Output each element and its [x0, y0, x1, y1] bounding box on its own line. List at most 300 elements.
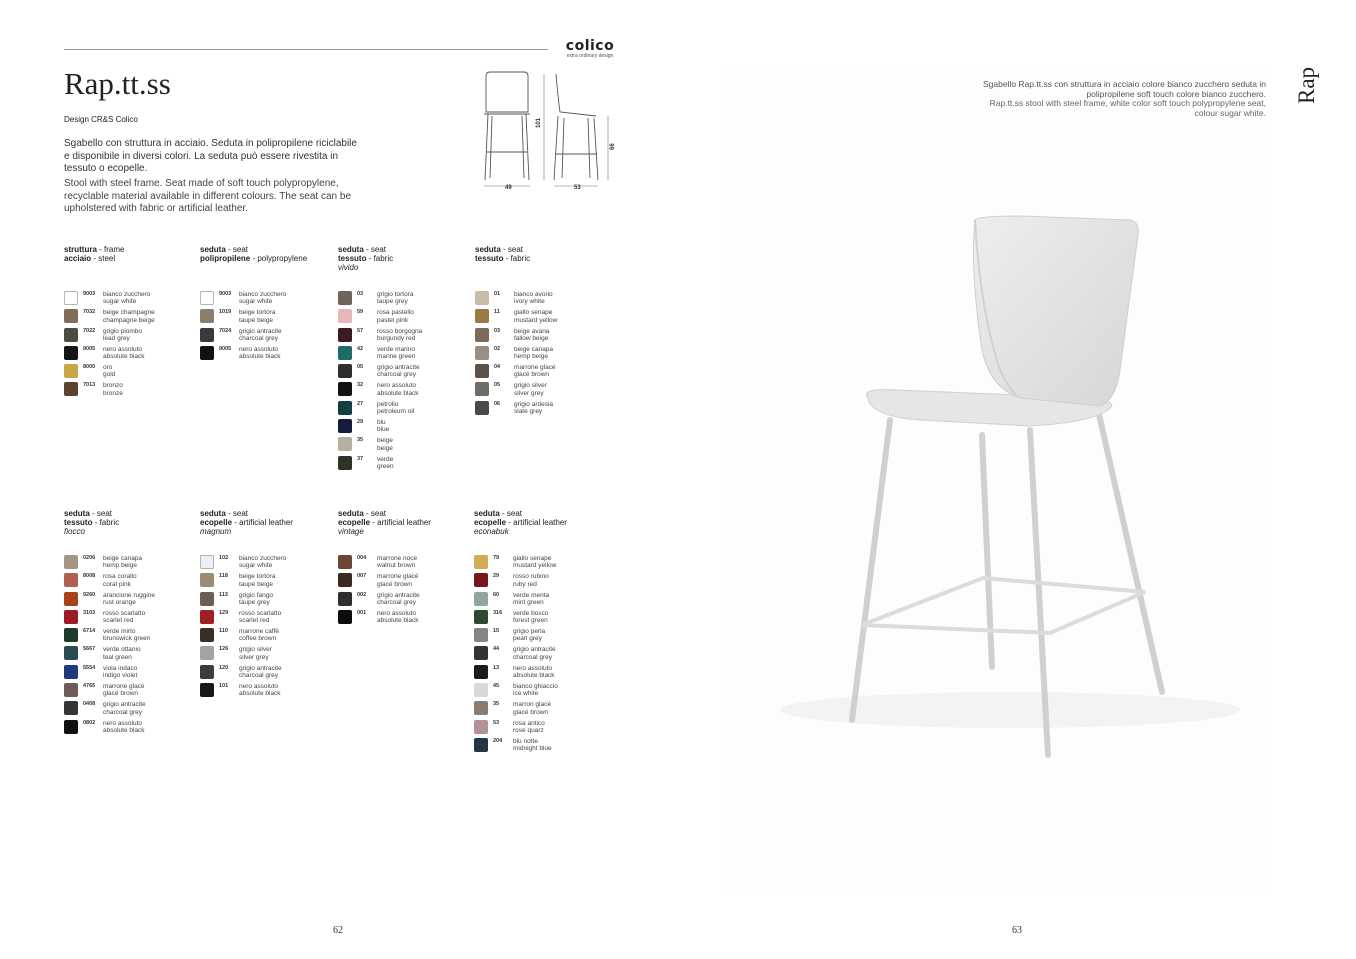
swatch-code: 60: [493, 591, 500, 598]
swatch-code: 53: [493, 719, 500, 726]
swatch-name: [377, 364, 420, 379]
color-chip: [338, 419, 352, 433]
swatch-name-it: grigio antracite: [513, 646, 556, 654]
swatch-code: 007: [357, 573, 367, 580]
swatch-name-en: charcoal grey: [513, 653, 553, 661]
swatch-name: [513, 683, 558, 698]
swatch-name-it: nero assoluto: [377, 382, 417, 390]
swatch-name: [239, 628, 279, 643]
group-material: acciaio: [64, 254, 92, 263]
swatch-code: 118: [219, 573, 228, 580]
group-material-en: - steel: [91, 254, 116, 263]
swatch-code: 101: [219, 683, 229, 690]
swatch-name-en: coffee brown: [239, 635, 277, 643]
swatch-name: [103, 592, 155, 607]
swatch-code: 126: [219, 646, 229, 653]
color-chip: [200, 291, 214, 305]
swatch-name-en: ivory white: [514, 298, 545, 306]
swatch-name: [239, 573, 276, 588]
swatch-name: [239, 291, 286, 306]
swatch-code: 32: [357, 382, 364, 389]
swatch-code: 7024: [219, 327, 232, 334]
swatch-code: 37: [357, 455, 364, 462]
swatch-name-it: bianco zucchero: [103, 291, 151, 298]
swatch-name-en: bronze: [103, 389, 123, 397]
swatch-code: 57: [357, 327, 364, 334]
swatch-name-it: grigio antracite: [103, 701, 146, 709]
swatch-name: [377, 555, 417, 570]
group-heading: [200, 245, 335, 263]
swatch-name: [513, 610, 548, 625]
color-chip: [474, 610, 488, 624]
swatch-code: 4765: [83, 683, 96, 690]
color-chip: [200, 309, 214, 323]
swatch-name-en: glacé brown: [377, 580, 413, 588]
color-chip: [200, 346, 214, 360]
swatch-name: [239, 610, 281, 625]
swatch-code: 35: [357, 437, 364, 444]
swatch-code: 0408: [83, 701, 96, 708]
swatch-name-it: grigio antracite: [239, 664, 282, 672]
swatch-name-it: bronzo: [103, 382, 123, 390]
group-material-en: - artificial leather: [370, 518, 431, 527]
color-chip: [200, 665, 214, 679]
finish-group: [475, 245, 610, 416]
swatch-name-en: absolute black: [103, 353, 145, 361]
swatch-name-en: charcoal grey: [103, 708, 143, 716]
color-chip: [64, 683, 78, 697]
brand-logo: [560, 39, 620, 59]
swatch-name-en: mustard yellow: [513, 562, 557, 570]
color-chip: [64, 555, 78, 569]
swatch-code: 35: [493, 701, 500, 708]
swatch-name: [103, 382, 123, 397]
swatch-name-en: scarlet red: [103, 617, 134, 625]
dimension-width: 49: [505, 185, 512, 191]
color-chip: [338, 592, 352, 606]
color-chip: [338, 456, 352, 470]
color-chip: [475, 291, 489, 305]
swatch-name-en: absolute black: [239, 353, 281, 361]
swatch-name-it: bianco avorio: [514, 291, 553, 298]
swatch-name: [377, 382, 419, 397]
color-chip: [475, 309, 489, 323]
product-photo: [720, 70, 1265, 895]
swatch-name-it: nero assoluto: [513, 664, 553, 672]
swatch-name: [513, 665, 555, 680]
group-part-en: - seat: [225, 509, 249, 518]
swatch-code: 129: [219, 609, 229, 616]
group-collection: magnum: [200, 527, 232, 536]
color-chip: [200, 555, 214, 569]
group-material: tessuto: [475, 254, 504, 263]
swatch-name-it: viola indaco: [103, 664, 138, 672]
color-chip: [474, 720, 488, 734]
swatch-name-it: grigio antracite: [377, 591, 420, 599]
swatch-code: 5667: [83, 646, 96, 653]
swatch-code: 15: [493, 628, 500, 635]
swatch-name-it: oro: [103, 364, 113, 372]
swatch-name-it: marrone glacé: [514, 364, 556, 372]
swatch-name-it: marrone noce: [377, 555, 418, 562]
color-chip: [474, 701, 488, 715]
swatch-code: 06: [494, 400, 501, 407]
swatch-name-en: ruby red: [513, 580, 537, 588]
swatch-code: 29: [493, 573, 500, 580]
swatch-name: [514, 309, 557, 324]
swatch-name: [103, 291, 150, 306]
group-material: ecopelle: [200, 518, 233, 527]
swatch-code: 9005: [83, 345, 96, 352]
swatch-name: [514, 401, 553, 416]
finish-group: [338, 245, 473, 470]
floor-shadow: [780, 692, 1240, 728]
swatch-code: 7022: [83, 327, 96, 334]
color-chip: [64, 573, 78, 587]
group-heading: [64, 509, 199, 536]
swatch-name: [513, 573, 549, 588]
group-heading: [200, 509, 335, 536]
swatch-name-en: mint green: [513, 598, 544, 606]
swatch-name-it: blu notte: [513, 737, 538, 745]
swatch-name-en: beige: [377, 444, 393, 452]
swatch-name: [239, 683, 281, 698]
swatch-name-it: nero assoluto: [103, 345, 143, 353]
swatch-name-it: marrone glacé: [103, 683, 145, 691]
finish-group: [200, 245, 335, 361]
color-chip: [338, 382, 352, 396]
swatch-name-it: grigio antracite: [239, 327, 282, 335]
swatch-name-it: rosso rubino: [513, 573, 549, 581]
swatch-name-it: grigio antracite: [377, 364, 420, 372]
swatch-name-en: blue: [377, 426, 390, 434]
swatch-name: [239, 328, 282, 343]
swatch-name-it: grigio silver: [239, 646, 272, 654]
swatch-name-en: hemp beige: [103, 562, 137, 570]
swatch-name-en: silver grey: [239, 653, 269, 661]
swatch-name-en: marine green: [377, 353, 416, 361]
swatch-name: [513, 701, 551, 716]
swatch-name: [377, 419, 389, 434]
swatch-name-it: grigio silver: [514, 382, 547, 390]
swatch-code: 42: [357, 345, 364, 352]
swatch-code: 110: [219, 628, 228, 635]
swatch-name: [103, 555, 142, 570]
group-material-en: - fabric: [503, 254, 531, 263]
swatch-name: [377, 610, 419, 625]
swatch-name: [513, 720, 545, 735]
color-chip: [200, 628, 214, 642]
group-heading: [338, 509, 473, 536]
color-chip: [64, 701, 78, 715]
group-material: ecopelle: [474, 518, 507, 527]
swatch-name: [103, 665, 137, 680]
swatch-code: 001: [357, 609, 367, 616]
swatch-name-en: petroleum oil: [377, 408, 415, 416]
color-chip: [64, 628, 78, 642]
color-chip: [474, 738, 488, 752]
swatch-name-it: giallo senape: [514, 309, 553, 317]
color-chip: [64, 665, 78, 679]
color-chip: [475, 364, 489, 378]
swatch-name-it: arancione ruggine: [103, 591, 156, 599]
group-material: polipropilene: [200, 254, 251, 263]
swatch-code: 9003: [83, 291, 96, 297]
group-part: seduta: [474, 509, 500, 518]
swatch-name: [239, 646, 272, 661]
swatch-code: 9003: [219, 291, 232, 297]
group-part: seduta: [64, 509, 90, 518]
color-chip: [64, 610, 78, 624]
swatch-name-en: glacé brown: [514, 371, 550, 379]
group-part-en: - seat: [363, 245, 387, 254]
swatch-code: 45: [493, 683, 500, 690]
swatch-name-en: silver grey: [514, 389, 544, 397]
swatch-name-en: pastel pink: [377, 316, 409, 324]
color-chip: [64, 720, 78, 734]
group-part-en: - seat: [499, 509, 523, 518]
swatch-name: [103, 610, 145, 625]
group-heading: [338, 245, 473, 272]
swatch-code: 8008: [83, 573, 96, 580]
swatch-code: 29: [357, 419, 364, 426]
swatch-code: 02: [494, 345, 501, 352]
swatch-name: [377, 401, 414, 416]
swatch-name-en: absolute black: [377, 389, 419, 397]
color-chip: [474, 665, 488, 679]
swatch-name-it: rosa antico: [513, 719, 545, 727]
swatch-name: [377, 291, 414, 306]
swatch-name: [513, 592, 549, 607]
swatch-name-en: champagne beige: [103, 316, 155, 324]
design-credit: Design CR&S Colico: [64, 115, 138, 124]
swatch-name-en: lead grey: [103, 334, 130, 342]
swatch-name-en: charcoal grey: [239, 672, 279, 680]
swatch-code: 9260: [83, 591, 96, 598]
swatch-name-en: sugar white: [103, 298, 137, 306]
page-number-left: 62: [333, 925, 343, 936]
swatch-name-en: charcoal grey: [377, 371, 417, 379]
swatch-name-en: fallow beige: [514, 334, 549, 342]
brand-name: colico: [565, 38, 615, 54]
group-material-en: - artificial leather: [232, 518, 293, 527]
swatch-code: 79: [493, 555, 500, 561]
stool-backrest: [974, 216, 1139, 406]
swatch-name: [377, 309, 414, 324]
color-chip: [475, 328, 489, 342]
swatch-name-it: grigio ardesia: [514, 400, 554, 408]
swatch-name-en: green: [377, 462, 394, 470]
group-part: seduta: [200, 245, 226, 254]
swatch-code: 05: [357, 364, 364, 371]
swatch-name-it: rosso scarlatto: [239, 609, 282, 617]
swatch-name-en: scarlet red: [239, 617, 270, 625]
swatch-code: 13: [493, 664, 500, 671]
color-chip: [64, 364, 78, 378]
swatch-name-it: verde menta: [513, 591, 550, 599]
swatch-name-en: sugar white: [239, 562, 273, 570]
swatch-name-it: grigio tortora: [377, 291, 414, 298]
swatch-code: 01: [494, 291, 501, 297]
swatch-name-it: beige champagne: [103, 309, 155, 317]
finish-group: [200, 509, 335, 698]
color-chip: [200, 328, 214, 342]
side-profile-outline: [556, 74, 596, 116]
color-chip: [200, 592, 214, 606]
swatch-name-it: rosa corallo: [103, 573, 137, 581]
color-chip: [64, 592, 78, 606]
group-part: struttura: [64, 245, 97, 254]
color-chip: [475, 382, 489, 396]
color-chip: [338, 573, 352, 587]
vertical-product-name: Rap: [1294, 66, 1319, 104]
group-collection: econabuk: [474, 527, 509, 536]
swatch-name-it: verde: [377, 455, 394, 463]
swatch-code: 102: [219, 555, 229, 561]
group-part-en: - seat: [500, 245, 524, 254]
swatch-name-en: glacé brown: [103, 690, 139, 698]
swatch-name-en: taupe beige: [239, 316, 273, 324]
color-chip: [64, 309, 78, 323]
swatch-name-it: verde mirto: [103, 628, 136, 636]
color-chip: [475, 346, 489, 360]
group-part: seduta: [338, 509, 364, 518]
swatch-code: 3103: [83, 609, 96, 616]
group-material-en: - polypropylene: [250, 254, 308, 263]
swatch-name: [377, 592, 420, 607]
swatch-name-it: giallo senape: [513, 555, 552, 562]
swatch-name-en: absolute black: [239, 690, 281, 698]
swatch-name-en: forest green: [513, 617, 548, 625]
swatch-code: 113: [219, 591, 228, 598]
color-chip: [200, 683, 214, 697]
finish-group: [64, 245, 199, 397]
swatch-name: [103, 720, 145, 735]
color-chip: [64, 291, 78, 305]
color-chip: [474, 592, 488, 606]
swatch-name: [239, 665, 282, 680]
swatch-name-en: slate grey: [514, 408, 543, 416]
swatch-name: [103, 346, 145, 361]
swatch-code: 03: [357, 291, 364, 297]
swatch-code: 120: [219, 664, 229, 671]
color-chip: [474, 555, 488, 569]
swatch-name: [239, 592, 273, 607]
group-material-en: - fabric: [366, 254, 394, 263]
swatch-name-en: taupe beige: [239, 580, 273, 588]
swatch-name-en: taupe grey: [377, 298, 408, 306]
stool-illustration: [720, 70, 1265, 895]
swatch-name-en: pearl grey: [513, 635, 542, 643]
swatch-code: 0206: [83, 555, 96, 561]
swatch-name: [513, 646, 556, 661]
swatch-name-it: rosso borgogna: [377, 327, 423, 335]
header-rule: [64, 49, 548, 50]
swatch-code: 6714: [83, 628, 96, 635]
brand-tagline: extra ordinary design: [566, 53, 614, 59]
swatch-name: [103, 701, 146, 716]
color-chip: [200, 646, 214, 660]
swatch-name: [514, 364, 556, 379]
swatch-code: 5554: [83, 664, 96, 671]
swatch-name-it: beige: [377, 437, 393, 445]
group-material: ecopelle: [338, 518, 371, 527]
swatch-code: 316: [493, 609, 503, 616]
swatch-code: 004: [357, 555, 367, 561]
caption-english: Rap.tt.ss stool with steel frame, white color soft touch polypropylene seat, colour sugar white.: [989, 98, 1266, 118]
swatch-code: 1019: [219, 309, 232, 316]
color-chip: [474, 683, 488, 697]
swatch-name: [239, 309, 276, 324]
swatch-name: [377, 346, 415, 361]
swatch-name-en: absolute black: [377, 617, 419, 625]
swatch-name-it: blu: [377, 419, 386, 427]
swatch-name-it: nero assoluto: [377, 609, 417, 617]
swatch-code: 03: [494, 327, 501, 334]
color-chip: [474, 646, 488, 660]
color-chip: [338, 555, 352, 569]
swatch-code: 0802: [83, 719, 96, 726]
color-chip: [64, 346, 78, 360]
swatch-name-en: sugar white: [239, 298, 273, 306]
swatch-name: [514, 328, 549, 343]
group-material: tessuto: [338, 254, 367, 263]
swatch-name-it: bianco ghiaccio: [513, 683, 558, 691]
group-part-en: - seat: [225, 245, 249, 254]
swatch-code: 7032: [83, 309, 96, 316]
swatch-name-en: gold: [103, 371, 116, 379]
photo-caption: [966, 80, 1266, 118]
swatch-name: [103, 328, 142, 343]
swatch-name-it: rosa pastello: [377, 309, 414, 317]
swatch-name-en: absolute black: [103, 726, 145, 734]
front-backrest-outline: [486, 72, 528, 112]
dimension-height: 101: [536, 117, 542, 128]
swatch-name-it: verde ottanio: [103, 646, 141, 654]
color-chip: [338, 309, 352, 323]
swatch-name-en: glacé brown: [513, 708, 549, 716]
color-chip: [338, 401, 352, 415]
swatch-name-en: indigo violet: [103, 672, 138, 680]
swatch-name-it: nero assoluto: [239, 345, 279, 353]
group-heading: [475, 245, 610, 263]
color-chip: [475, 401, 489, 415]
swatch-code: 204: [493, 737, 503, 744]
swatch-name-it: grigio perla: [513, 628, 546, 636]
swatch-name: [103, 309, 155, 324]
swatch-name-en: absolute black: [513, 672, 555, 680]
swatch-name-en: walnut brown: [377, 562, 416, 570]
swatch-name: [377, 437, 393, 452]
group-heading: [474, 509, 609, 536]
swatch-name-it: verde marino: [377, 345, 415, 353]
swatch-name-it: beige tortora: [239, 573, 276, 581]
swatch-name: [513, 555, 556, 570]
finish-group: [474, 509, 609, 753]
group-part: seduta: [475, 245, 501, 254]
group-part-en: - frame: [96, 245, 125, 254]
page-number-right: 63: [1012, 925, 1022, 936]
swatch-name: [103, 628, 150, 643]
swatch-name-it: marrone glacé: [377, 573, 419, 581]
finish-group: [64, 509, 199, 734]
group-material-en: - artificial leather: [506, 518, 567, 527]
swatch-name-it: marron glacé: [513, 701, 551, 709]
group-part: seduta: [338, 245, 364, 254]
swatch-name-en: midnight blue: [513, 745, 552, 753]
swatch-name-en: rust orange: [103, 598, 136, 606]
color-chip: [64, 382, 78, 396]
